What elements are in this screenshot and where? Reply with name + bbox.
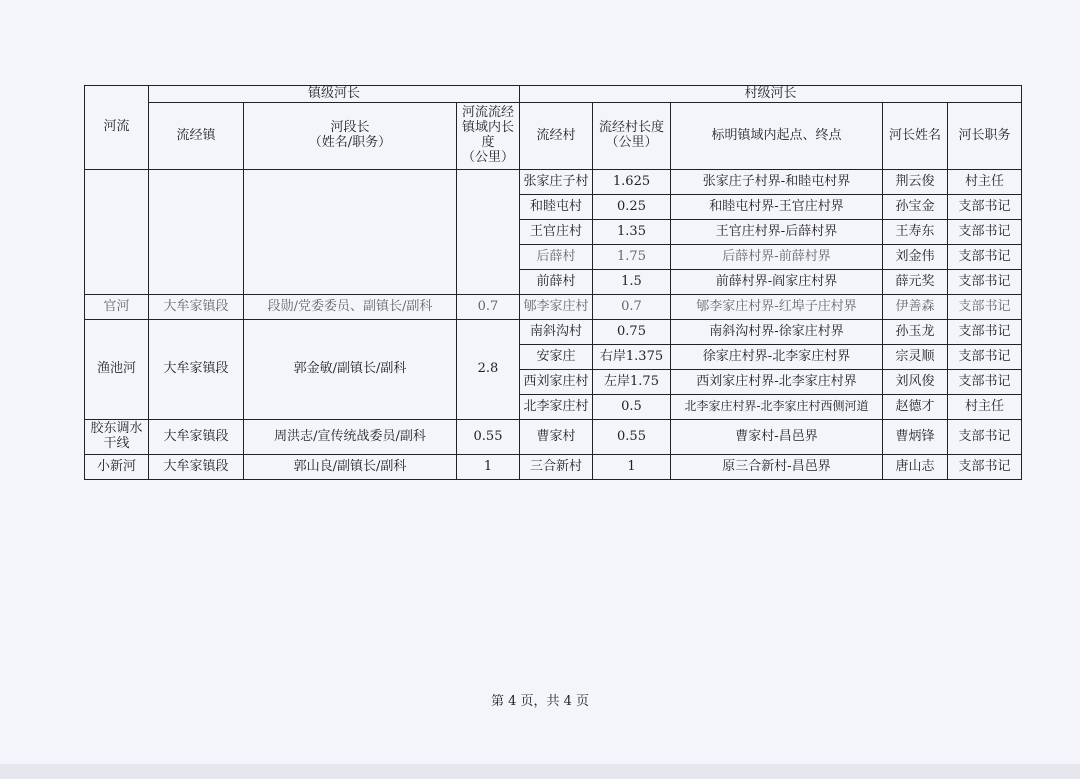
river-chief-table [84,85,1022,480]
header-chief-title: 河长职务 [948,103,1022,170]
endpoints-cell: 南斜沟村界-徐家庄村界 [671,320,883,345]
chief-name-cell: 荆云俊 [883,170,948,195]
village-length-cell: 左岸1.75 [593,370,671,395]
header-endpoints: 标明镇域内起点、终点 [671,103,883,170]
chief-name-cell: 刘金伟 [883,245,948,270]
chief-name-cell: 赵德才 [883,395,948,420]
town-cell: 大牟家镇段 [149,420,244,455]
town-length-cell: 2.8 [457,320,520,420]
village-cell: 前薛村 [520,270,593,295]
village-cell: 和睦屯村 [520,195,593,220]
village-length-cell: 1.5 [593,270,671,295]
header-village: 流经村 [520,103,593,170]
header-row-group [85,86,1022,103]
endpoints-cell: 张家庄子村界-和睦屯村界 [671,170,883,195]
table-row [85,320,1022,345]
endpoints-cell: 郇李家庄村界-红埠子庄村界 [671,295,883,320]
header-village-length-line2: （公里） [605,135,658,150]
endpoints-cell: 后薛村界-前薛村界 [671,245,883,270]
river-cell-line2: 干线 [103,436,130,451]
village-length-cell: 1.75 [593,245,671,270]
endpoints-cell: 北李家庄村界-北李家庄村西侧河道 [671,395,883,420]
village-cell: 南斜沟村 [520,320,593,345]
chief-name-cell: 孙宝金 [883,195,948,220]
chief-name-cell: 曹炳锋 [883,420,948,455]
endpoints-cell: 徐家庄村界-北李家庄村界 [671,345,883,370]
chief-title-cell: 支部书记 [948,320,1022,345]
river-cell-line1: 胶东调水 [90,421,143,437]
chief-cell-empty [244,170,457,295]
chief-title-cell: 支部书记 [948,295,1022,320]
village-cell: 安家庄 [520,345,593,370]
chief-title-cell: 村主任 [948,395,1022,420]
village-length-cell: 0.7 [593,295,671,320]
town-length-cell: 0.55 [457,420,520,455]
table-row [85,420,1022,455]
header-section-chief [244,103,457,170]
endpoints-cell: 和睦屯村界-王官庄村界 [671,195,883,220]
header-town-length-line1: 河流流经 [461,105,514,121]
header-town-length-line2: 镇域内长 [461,120,514,136]
town-length-cell: 1 [457,455,520,480]
town-cell-empty [149,170,244,295]
header-town-length [457,103,520,170]
chief-title-cell: 支部书记 [948,420,1022,455]
chief-title-cell: 村主任 [948,170,1022,195]
header-section-chief-line1: 河段长 [330,120,370,136]
chief-title-cell: 支部书记 [948,195,1022,220]
endpoints-cell: 原三合新村-昌邑界 [671,455,883,480]
endpoints-cell: 曹家村-昌邑界 [671,420,883,455]
chief-cell: 郭山良/副镇长/副科 [244,455,457,480]
chief-name-cell: 王寿东 [883,220,948,245]
header-village-length-line1: 流经村长度 [598,120,664,136]
village-cell: 后薛村 [520,245,593,270]
chief-title-cell: 支部书记 [948,370,1022,395]
river-cell-empty [85,170,149,295]
endpoints-cell: 王官庄村界-后薛村界 [671,220,883,245]
table-row [85,295,1022,320]
chief-title-cell: 支部书记 [948,245,1022,270]
village-cell: 王官庄村 [520,220,593,245]
town-length-cell-empty [457,170,520,295]
chief-cell: 段勋/党委委员、副镇长/副科 [244,295,457,320]
table-row [85,170,1022,195]
chief-name-cell: 刘风俊 [883,370,948,395]
village-cell: 张家庄子村 [520,170,593,195]
village-length-cell: 1.35 [593,220,671,245]
table-row [85,455,1022,480]
scan-edge [0,764,1080,779]
header-section-chief-line2: （姓名/职务） [308,135,392,150]
chief-name-cell: 孙玉龙 [883,320,948,345]
village-length-cell: 1 [593,455,671,480]
river-cell: 渔池河 [85,320,149,420]
header-row-columns [85,103,1022,170]
chief-name-cell: 伊善森 [883,295,948,320]
header-town-group: 镇级河长 [149,86,520,103]
chief-name-cell: 薛元奖 [883,270,948,295]
village-length-cell: 右岸1.375 [593,345,671,370]
chief-title-cell: 支部书记 [948,220,1022,245]
village-cell: 西刘家庄村 [520,370,593,395]
village-length-cell: 0.5 [593,395,671,420]
chief-title-cell: 支部书记 [948,345,1022,370]
river-cell [85,420,149,455]
village-length-cell: 0.55 [593,420,671,455]
page-number: 第 4 页，共 4 页 [490,694,590,709]
town-cell: 大牟家镇段 [149,295,244,320]
header-village-group: 村级河长 [520,86,1022,103]
chief-name-cell: 宗灵顺 [883,345,948,370]
endpoints-cell: 西刘家庄村界-北李家庄村界 [671,370,883,395]
header-town-length-line3: 度 [481,135,495,150]
village-length-cell: 1.625 [593,170,671,195]
village-cell: 北李家庄村 [520,395,593,420]
header-town: 流经镇 [149,103,244,170]
town-cell: 大牟家镇段 [149,455,244,480]
chief-name-cell: 唐山志 [883,455,948,480]
river-cell: 官河 [85,295,149,320]
header-chief-name: 河长姓名 [883,103,948,170]
header-river: 河流 [85,86,149,170]
village-cell: 三合新村 [520,455,593,480]
header-town-length-line4: （公里） [461,149,514,165]
town-length-cell: 0.7 [457,295,520,320]
village-length-cell: 0.25 [593,195,671,220]
town-cell: 大牟家镇段 [149,320,244,420]
header-village-length [593,103,671,170]
chief-title-cell: 支部书记 [948,270,1022,295]
chief-cell: 周洪志/宣传统战委员/副科 [244,420,457,455]
chief-cell: 郭金敏/副镇长/副科 [244,320,457,420]
chief-title-cell: 支部书记 [948,455,1022,480]
endpoints-cell: 前薛村界-阎家庄村界 [671,270,883,295]
village-cell: 郇李家庄村 [520,295,593,320]
village-length-cell: 0.75 [593,320,671,345]
village-cell: 曹家村 [520,420,593,455]
river-cell: 小新河 [85,455,149,480]
